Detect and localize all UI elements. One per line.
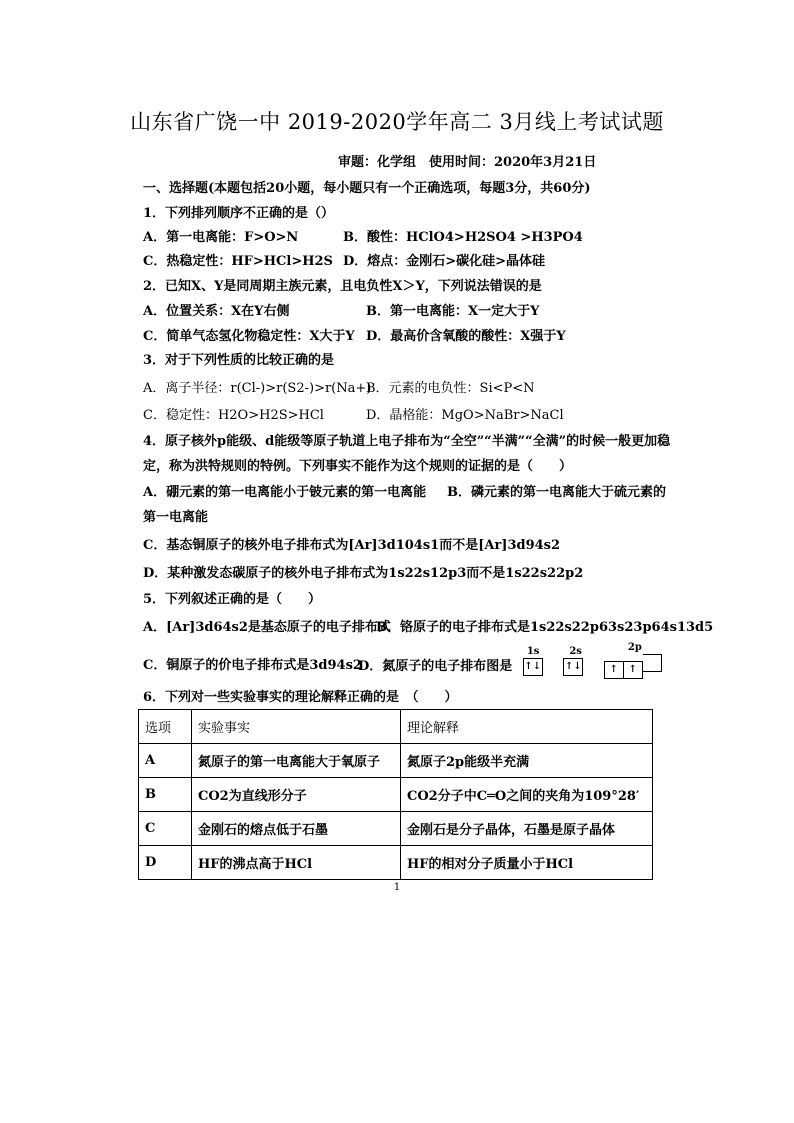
table-cell: B — [139, 778, 192, 812]
question-3-stem: 3．对于下列性质的比较正确的是 — [143, 353, 335, 368]
q5-option-d-text: D．氮原子的电子排布图是 — [358, 659, 513, 674]
table-header-cell: 理论解释 — [401, 710, 653, 744]
q5-option-c: C．铜原子的价电子排布式是3d94s2 — [143, 658, 362, 673]
orbital-2p-label: 2p — [627, 642, 642, 653]
question-6-stem: 6．下列对一些实验事实的理论解释正确的是 （ ） — [143, 690, 458, 705]
table-cell: CO2为直线形分子 — [192, 778, 401, 812]
table-row — [139, 778, 653, 812]
orbital-2s-label: 2s — [569, 645, 582, 657]
table-header-cell: 实验事实 — [192, 710, 401, 744]
q4-option-c: C．基态铜原子的核外电子排布式为[Ar]3d104s1而不是[Ar]3d94s2 — [143, 538, 561, 553]
q3-option-b: B．元素的电负性：Si<P<N — [366, 381, 535, 396]
orbital-up-arrow-icon: ↑ — [624, 661, 643, 679]
q2-option-d: D．最高价含氧酸的酸性：X强于Y — [366, 329, 566, 344]
q2-option-a: A．位置关系：X在Y右侧 — [143, 304, 290, 319]
page-number: 1 — [393, 882, 401, 893]
question-4-stem-line2: 定，称为洪特规则的特例。下列事实不能作为这个规则的证据的是（ ） — [143, 459, 573, 474]
page-title: 山东省广饶一中 2019-2020学年高二 3月线上考试试题 — [130, 110, 664, 134]
table-row — [139, 812, 653, 846]
q5-option-d — [358, 642, 662, 679]
q4-option-b: B．磷元素的第一电离能大于硫元素的 — [447, 485, 666, 500]
table-header-cell: 选项 — [139, 710, 192, 744]
q1-option-a: A．第一电离能：F>O>N — [143, 230, 299, 245]
orbital-2p-box — [604, 642, 662, 679]
orbital-2s-box — [563, 645, 583, 676]
orbital-up-down-arrows-icon: ↑↓ — [523, 658, 543, 676]
table-row — [139, 846, 653, 880]
table-cell: CO2分子中C═O之间的夹角为109°28′ — [401, 778, 653, 812]
q3-option-c: C．稳定性：H2O>H2S>HCl — [143, 408, 324, 423]
question-5-stem: 5．下列叙述正确的是（ ） — [143, 592, 322, 607]
exam-meta: 审题：化学组 使用时间：2020年3月21日 — [338, 155, 597, 170]
orbital-1s-label: 1s — [526, 645, 540, 657]
table-row — [139, 744, 653, 778]
table-header-row — [139, 710, 653, 744]
question-2-stem: 2．已知X、Y是同周期主族元素，且电负性X＞Y，下列说法错误的是 — [143, 279, 542, 294]
q6-table — [138, 709, 653, 880]
table-cell: HF的相对分子质量小于HCl — [401, 846, 653, 880]
table-cell: HF的沸点高于HCl — [192, 846, 401, 880]
q1-option-c: C．热稳定性：HF>HCl>H2S — [143, 254, 333, 269]
table-cell: 氮原子2p能级半充满 — [401, 744, 653, 778]
table-cell: 氮原子的第一电离能大于氧原子 — [192, 744, 401, 778]
q2-option-c: C．简单气态氢化物稳定性：X大于Y — [143, 329, 355, 344]
orbital-up-down-arrows-icon: ↑↓ — [563, 658, 583, 676]
orbital-empty-box — [643, 654, 662, 672]
q4-option-a: A．硼元素的第一电离能小于铍元素的第一电离能 — [143, 485, 427, 500]
table-cell: C — [139, 812, 192, 846]
q5-option-a: A．[Ar]3d64s2是基态原子的电子排布式 — [143, 620, 391, 635]
table-cell: D — [139, 846, 192, 880]
q5-option-b: B．铬原子的电子排布式是1s22s22p63s23p64s13d5 — [376, 620, 714, 635]
orbital-up-arrow-icon: ↑ — [604, 661, 624, 679]
table-cell: 金刚石是分子晶体，石墨是原子晶体 — [401, 812, 653, 846]
q3-option-a: A．离子半径：r(Cl-)>r(S2-)>r(Na+) — [143, 381, 372, 396]
question-4-stem-line1: 4．原子核外p能级、d能级等原子轨道上电子排布为“全空”“半满”“全满”的时候一般更加稳 — [143, 434, 671, 449]
q4-option-d: D．某种激发态碳原子的核外电子排布式为1s22s12p3而不是1s22s22p2 — [143, 566, 584, 581]
q4-option-b-cont: 第一电离能 — [143, 510, 209, 525]
q1-option-d: D．熔点：金刚石>碳化硅>晶体硅 — [343, 254, 546, 269]
table-cell: A — [139, 744, 192, 778]
q3-option-d: D．晶格能：MgO>NaBr>NaCl — [366, 408, 564, 423]
q2-option-b: B．第一电离能：X一定大于Y — [366, 304, 540, 319]
question-1-stem: 1．下列排列顺序不正确的是（） — [143, 206, 335, 221]
section-heading: 一、选择题(本题包括20小题，每小题只有一个正确选项，每题3分，共60分) — [143, 181, 591, 196]
q1-option-b: B．酸性：HClO4>H2SO4 >H3PO4 — [343, 230, 583, 245]
table-cell: 金刚石的熔点低于石墨 — [192, 812, 401, 846]
orbital-1s-box — [523, 645, 543, 676]
